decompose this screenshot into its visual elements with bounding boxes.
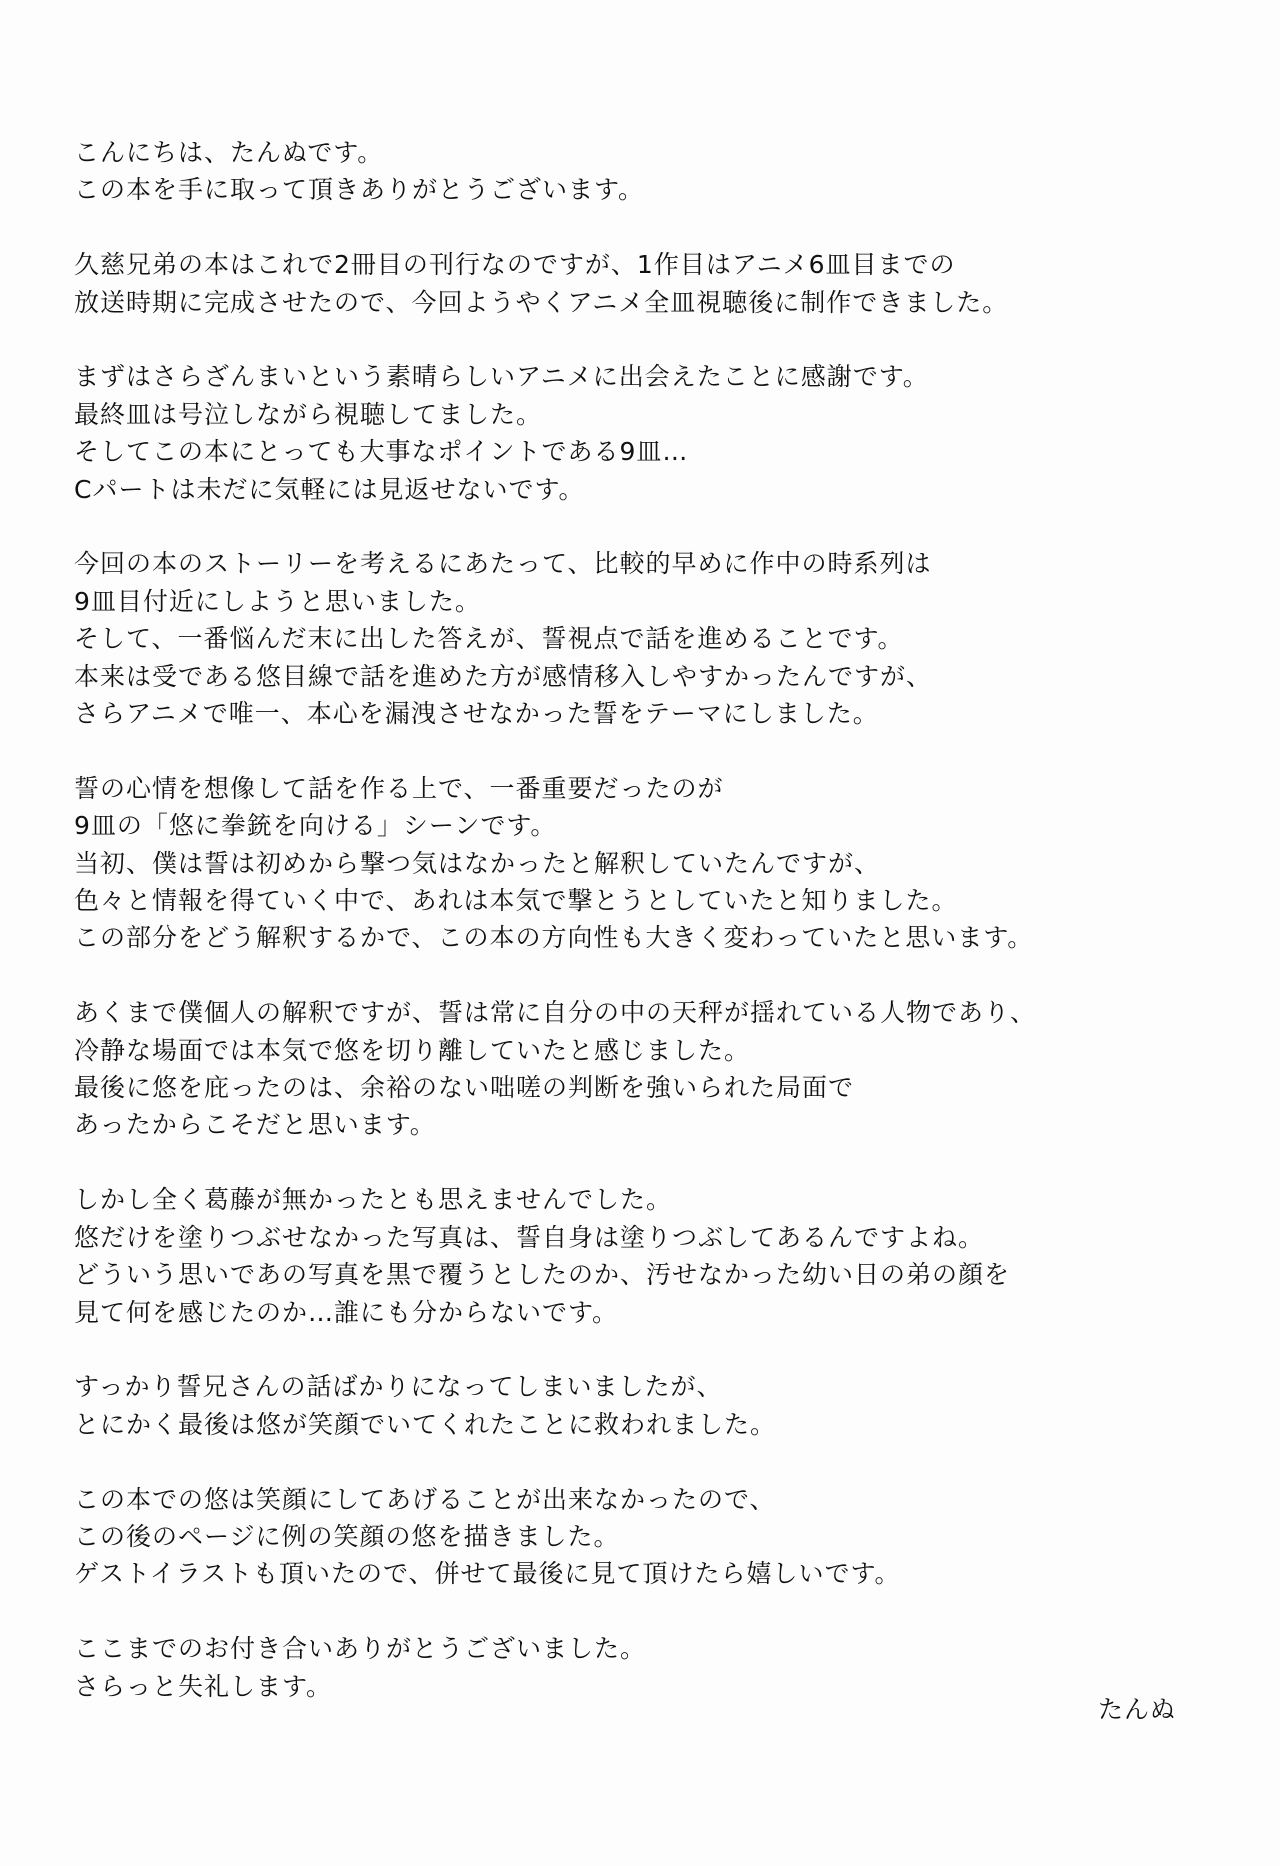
text-line: この本での悠は笑顔にしてあげることが出来なかったので、 bbox=[74, 1484, 776, 1514]
text-line: ここまでのお付き合いありがとうございました。 bbox=[74, 1634, 647, 1664]
text-line: 当初、僕は誓は初めから撃つ気はなかったと解釈していたんですが、 bbox=[74, 848, 881, 878]
text-line: 本来は受である悠目線で話を進めた方が感情移入しやすかったんですが、 bbox=[74, 661, 933, 691]
text-line: この部分をどう解釈するかで、この本の方向性も大きく変わっていたと思います。 bbox=[74, 923, 1034, 953]
text-line: そして、一番悩んだ末に出した答えが、誓視点で話を進めることです。 bbox=[74, 624, 904, 654]
text-line: 久慈兄弟の本はこれで2冊目の刊行なのですが、1作目はアニメ6皿目までの bbox=[74, 250, 956, 280]
text-line: 最後に悠を庇ったのは、余裕のない咄嗟の判断を強いられた局面で bbox=[74, 1073, 855, 1103]
text-line: 放送時期に完成させたので、今回ようやくアニメ全皿視聴後に制作できました。 bbox=[74, 287, 1009, 317]
text-line: どういう思いであの写真を黒で覆うとしたのか、汚せなかった幼い日の弟の顔を bbox=[74, 1260, 1011, 1290]
paragraph-9 bbox=[74, 1481, 1224, 1593]
afterword-text bbox=[74, 134, 1224, 1705]
text-line: しかし全く葛藤が無かったとも思えませんでした。 bbox=[74, 1185, 673, 1215]
text-line: 最終皿は号泣しながら視聴してました。 bbox=[74, 399, 543, 429]
text-line: こんにちは、たんぬです。 bbox=[74, 138, 384, 167]
text-line: ゲストイラストも頂いたので、併せて最後に見て頂けたら嬉しいです。 bbox=[74, 1559, 901, 1589]
text-line: あくまで僕個人の解釈ですが、誓は常に自分の中の天秤が揺れている人物であり、 bbox=[74, 998, 1037, 1028]
text-line: あったからこそだと思います。 bbox=[74, 1110, 436, 1140]
paragraph-6 bbox=[74, 994, 1224, 1144]
paragraph-3 bbox=[74, 358, 1224, 508]
text-line: 見て何を感じたのか…誰にも分からないです。 bbox=[74, 1297, 619, 1327]
paragraph-7 bbox=[74, 1181, 1224, 1331]
text-line: 9皿目付近にしようと思いました。 bbox=[74, 586, 481, 616]
text-line: 色々と情報を得ていく中で、あれは本気で撃とうとしていたと知りました。 bbox=[74, 886, 958, 916]
paragraph-8 bbox=[74, 1368, 1224, 1443]
text-line: とにかく最後は悠が笑顔でいてくれたことに救われました。 bbox=[74, 1409, 777, 1439]
text-line: 悠だけを塗りつぶせなかった写真は、誓自身は塗りつぶしてあるんですよね。 bbox=[74, 1222, 985, 1252]
text-line: さらっと失礼します。 bbox=[74, 1671, 333, 1701]
text-line: 誓の心情を想像して話を作る上で、一番重要だったのが bbox=[74, 773, 724, 803]
text-line: まずはさらざんまいという素晴らしいアニメに出会えたことに感謝です。 bbox=[74, 362, 929, 392]
text-line: さらアニメで唯一、本心を漏洩させなかった誓をテーマにしました。 bbox=[74, 699, 879, 729]
text-line: そしてこの本にとっても大事なポイントである9皿… bbox=[74, 437, 689, 467]
text-line: この後のページに例の笑顔の悠を描きました。 bbox=[74, 1521, 620, 1551]
text-line: 9皿の「悠に拳銃を向ける」シーンです。 bbox=[74, 811, 557, 841]
text-line: すっかり誓兄さんの話ばかりになってしまいましたが、 bbox=[74, 1372, 723, 1402]
paragraph-1 bbox=[74, 134, 1224, 209]
paragraph-10 bbox=[74, 1630, 1224, 1705]
text-line: Cパートは未だに気軽には見返せないです。 bbox=[74, 474, 585, 504]
author-signature: たんぬ bbox=[1097, 1695, 1176, 1724]
paragraph-2 bbox=[74, 246, 1224, 321]
text-line: 冷静な場面では本気で悠を切り離していたと感じました。 bbox=[74, 1035, 751, 1065]
paragraph-5 bbox=[74, 770, 1224, 957]
text-line: この本を手に取って頂きありがとうございます。 bbox=[74, 175, 645, 205]
text-line: 今回の本のストーリーを考えるにあたって、比較的早めに作中の時系列は bbox=[74, 549, 932, 579]
paragraph-4 bbox=[74, 545, 1224, 732]
